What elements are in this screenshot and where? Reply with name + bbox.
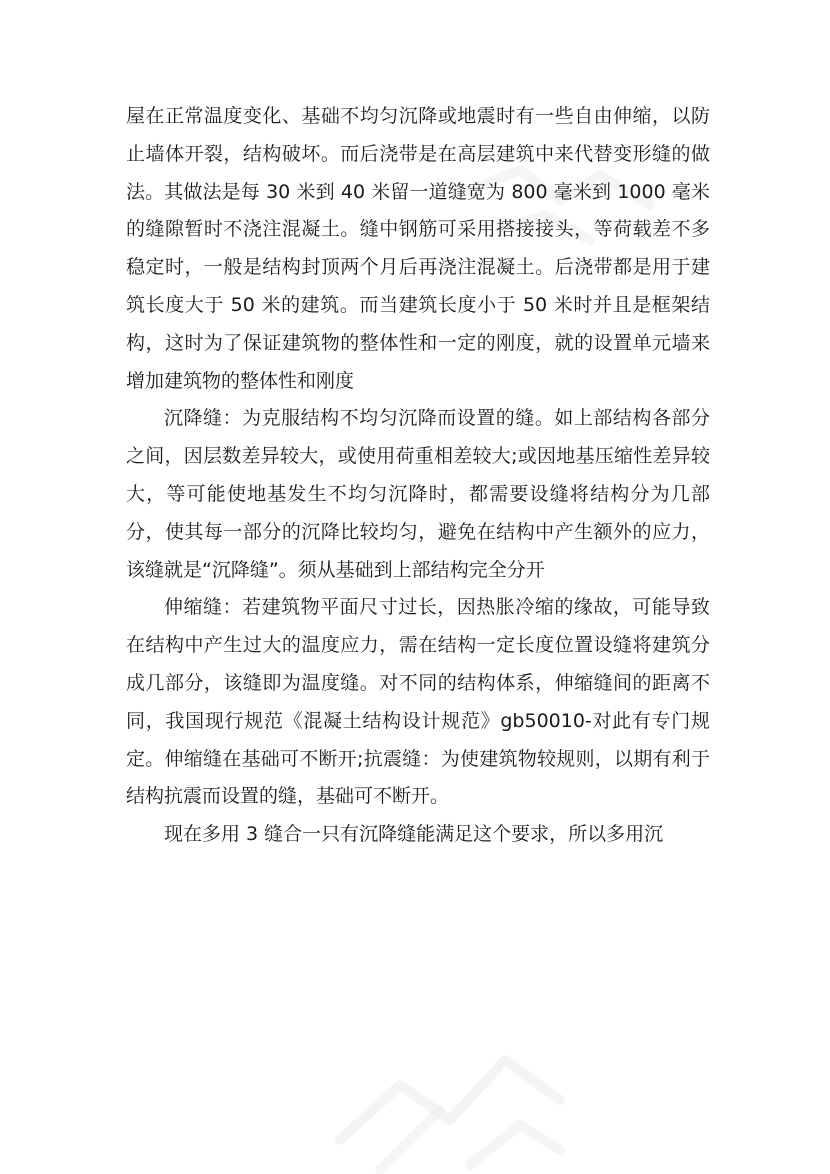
paragraph-settlement-joint: 沉降缝：为克服结构不均匀沉降而设置的缝。如上部结构各部分之间，因层数差异较大，或使用荷重相差较大;或因地基压缩性差异较大，等可能使地基发生不均匀沉降时，都需要设缝将结构分为几部分，使其每一部分的沉降比较均匀，避免在结构中产生额外的应力，该缝就是“沉降缝”。须从基础到上部结构完全分开 [126,407,710,581]
paragraph-expansion-joint: 伸缩缝：若建筑物平面尺寸过长，因热胀冷缩的缘故，可能导致在结构中产生过大的温度应力，需在结构一定长度位置设缝将建筑分成几部分，该缝即为温度缝。对不同的结构体系，伸缩缝间的距离不同，我国现行规范《混凝土结构设计规范》gb50010-对此有专门规定。伸缩缝在基础可不断开;抗震缝：为使建筑物较规则，以期有利于结构抗震而设置的缝，基础可不断开。 [126,596,710,808]
paragraph-three-joints: 现在多用 3 缝合一只有沉降缝能满足这个要求，所以多用沉 [164,823,664,846]
paragraph-continuation: 屋在正常温度变化、基础不均匀沉降或地震时有一些自由伸缩，以防止墙体开裂，结构破坏。而后浇带是在高层建筑中来代替变形缝的做法。其做法是每 30 米到 40 米留一道缝宽为 800 毫米到 1000 毫米的缝隙暂时不浇注混凝土。缝中钢筋可采用搭接接头，等荷载差不多稳定时，一般是结构封顶两个月后再浇注混凝土。后浇带都是用于建筑长度大于 50 米的建筑。而当建筑长度小于 50 米时并且是框架结构，这时为了保证建筑物的整体性和一定的刚度，就的设置单元墙来增加建筑物的整体性和刚度 [126,105,710,392]
document-body [126,98,710,854]
